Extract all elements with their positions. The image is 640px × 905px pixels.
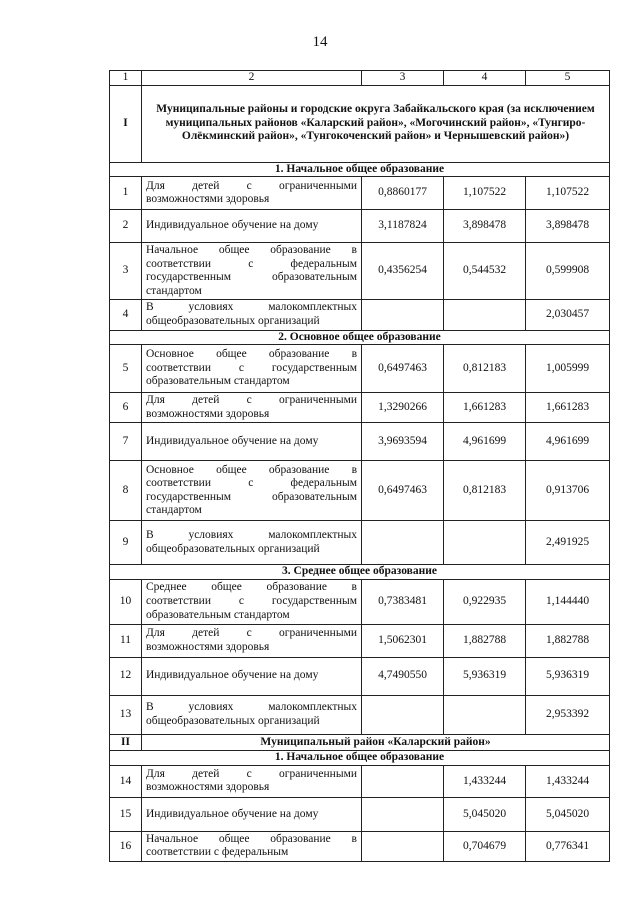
- row-number: 13: [110, 695, 142, 734]
- value-col3: [362, 765, 444, 797]
- value-col4: 0,544532: [444, 243, 526, 300]
- value-col3: 1,5062301: [362, 624, 444, 657]
- row-number: 7: [110, 423, 142, 461]
- row-description: В условиях малокомплектных общеобразовательных организаций: [142, 521, 362, 565]
- row-description: Для детей с ограниченными возможностями здоровья: [142, 393, 362, 423]
- subsection-title: 3. Среднее общее образование: [110, 565, 610, 580]
- row-description: Индивидуальное обучение на дому: [142, 797, 362, 831]
- row-description: В условиях малокомплектных общеобразовательных организаций: [142, 300, 362, 330]
- row-description: Для детей с ограниченными возможностями здоровья: [142, 624, 362, 657]
- column-number: 3: [362, 71, 444, 86]
- subsection-row: [110, 330, 610, 345]
- value-col4: [444, 300, 526, 330]
- row-number: 11: [110, 624, 142, 657]
- table-row: [110, 177, 610, 210]
- value-col5: 2,491925: [526, 521, 610, 565]
- subsection-title: 1. Начальное общее образование: [110, 162, 610, 177]
- section-row: [110, 85, 610, 162]
- value-col5: 1,005999: [526, 345, 610, 393]
- value-col4: 5,936319: [444, 657, 526, 695]
- value-col4: 1,433244: [444, 765, 526, 797]
- row-number: 15: [110, 797, 142, 831]
- value-col5: 1,661283: [526, 393, 610, 423]
- subsection-title: 2. Основное общее образование: [110, 330, 610, 345]
- row-description: Индивидуальное обучение на дому: [142, 210, 362, 243]
- table-row: [110, 423, 610, 461]
- row-description: Начальное общее образование в соответствии с федеральным государственным образовательным стандартом: [142, 243, 362, 300]
- value-col5: 1,144440: [526, 579, 610, 624]
- table-row: [110, 300, 610, 330]
- value-col4: 1,107522: [444, 177, 526, 210]
- table-row: [110, 624, 610, 657]
- table-row: [110, 345, 610, 393]
- value-col5: 1,433244: [526, 765, 610, 797]
- value-col5: 3,898478: [526, 210, 610, 243]
- value-col3: [362, 695, 444, 734]
- subsection-title: 1. Начальное общее образование: [110, 751, 610, 766]
- row-number: 9: [110, 521, 142, 565]
- page-number: 14: [312, 34, 328, 50]
- value-col3: [362, 831, 444, 861]
- value-col4: 3,898478: [444, 210, 526, 243]
- row-number: 6: [110, 393, 142, 423]
- row-description: В условиях малокомплектных общеобразовательных организаций: [142, 695, 362, 734]
- value-col3: 0,7383481: [362, 579, 444, 624]
- row-description: Индивидуальное обучение на дому: [142, 657, 362, 695]
- table-row: [110, 579, 610, 624]
- section-row: [110, 734, 610, 751]
- value-col4: 1,882788: [444, 624, 526, 657]
- value-col4: [444, 521, 526, 565]
- row-description: Для детей с ограниченными возможностями здоровья: [142, 177, 362, 210]
- table-row: [110, 765, 610, 797]
- column-number: 2: [142, 71, 362, 86]
- value-col5: 0,599908: [526, 243, 610, 300]
- value-col4: 0,812183: [444, 345, 526, 393]
- table-row: [110, 210, 610, 243]
- value-col4: 0,812183: [444, 461, 526, 521]
- column-number: 4: [444, 71, 526, 86]
- column-number: 1: [110, 71, 142, 86]
- section-title: Муниципальные районы и городские округа Забайкальского края (за исключением муниципальных районов «Каларский район», «Могочинский район», «Тунгиро-Олёкминский район», «Тунгокоченский район» и Чернышевский район»): [142, 85, 610, 162]
- row-description: Среднее общее образование в соответствии с государственным образовательным стандартом: [142, 579, 362, 624]
- subsection-row: [110, 565, 610, 580]
- value-col5: 1,107522: [526, 177, 610, 210]
- value-col3: [362, 521, 444, 565]
- row-description: Основное общее образование в соответствии с государственным образовательным стандартом: [142, 345, 362, 393]
- value-col4: 4,961699: [444, 423, 526, 461]
- table-row: [110, 461, 610, 521]
- row-number: 10: [110, 579, 142, 624]
- row-number: 16: [110, 831, 142, 861]
- subsection-row: [110, 162, 610, 177]
- row-number: 8: [110, 461, 142, 521]
- value-col3: 4,7490550: [362, 657, 444, 695]
- section-number: I: [110, 85, 142, 162]
- row-number: 1: [110, 177, 142, 210]
- value-col4: 0,704679: [444, 831, 526, 861]
- table-row: [110, 695, 610, 734]
- value-col4: [444, 695, 526, 734]
- value-col3: 0,6497463: [362, 461, 444, 521]
- value-col4: 1,661283: [444, 393, 526, 423]
- value-col3: [362, 300, 444, 330]
- value-col3: [362, 797, 444, 831]
- row-description: Индивидуальное обучение на дому: [142, 423, 362, 461]
- column-number: 5: [526, 71, 610, 86]
- section-title: Муниципальный район «Каларский район»: [142, 734, 610, 751]
- column-number-row: [110, 71, 610, 86]
- value-col3: 1,3290266: [362, 393, 444, 423]
- value-col5: 2,030457: [526, 300, 610, 330]
- row-description: Для детей с ограниченными возможностями здоровья: [142, 765, 362, 797]
- value-col3: 0,8860177: [362, 177, 444, 210]
- value-col4: 5,045020: [444, 797, 526, 831]
- table-row: [110, 797, 610, 831]
- value-col3: 3,1187824: [362, 210, 444, 243]
- value-col5: 0,776341: [526, 831, 610, 861]
- value-col5: 2,953392: [526, 695, 610, 734]
- value-col5: 0,913706: [526, 461, 610, 521]
- row-number: 12: [110, 657, 142, 695]
- table-row: [110, 243, 610, 300]
- section-number: II: [110, 734, 142, 751]
- table-row: [110, 521, 610, 565]
- value-col3: 0,6497463: [362, 345, 444, 393]
- value-col5: 5,936319: [526, 657, 610, 695]
- value-col5: 4,961699: [526, 423, 610, 461]
- row-number: 5: [110, 345, 142, 393]
- value-col5: 1,882788: [526, 624, 610, 657]
- row-description: Начальное общее образование в соответствии с федеральным: [142, 831, 362, 861]
- table-row: [110, 393, 610, 423]
- row-number: 3: [110, 243, 142, 300]
- row-number: 2: [110, 210, 142, 243]
- value-col3: 3,9693594: [362, 423, 444, 461]
- value-col5: 5,045020: [526, 797, 610, 831]
- normatives-table: [109, 70, 610, 862]
- row-description: Основное общее образование в соответствии с федеральным государственным образовательным стандартом: [142, 461, 362, 521]
- table-row: [110, 657, 610, 695]
- subsection-row: [110, 751, 610, 766]
- row-number: 4: [110, 300, 142, 330]
- table-row: [110, 831, 610, 861]
- value-col4: 0,922935: [444, 579, 526, 624]
- value-col3: 0,4356254: [362, 243, 444, 300]
- row-number: 14: [110, 765, 142, 797]
